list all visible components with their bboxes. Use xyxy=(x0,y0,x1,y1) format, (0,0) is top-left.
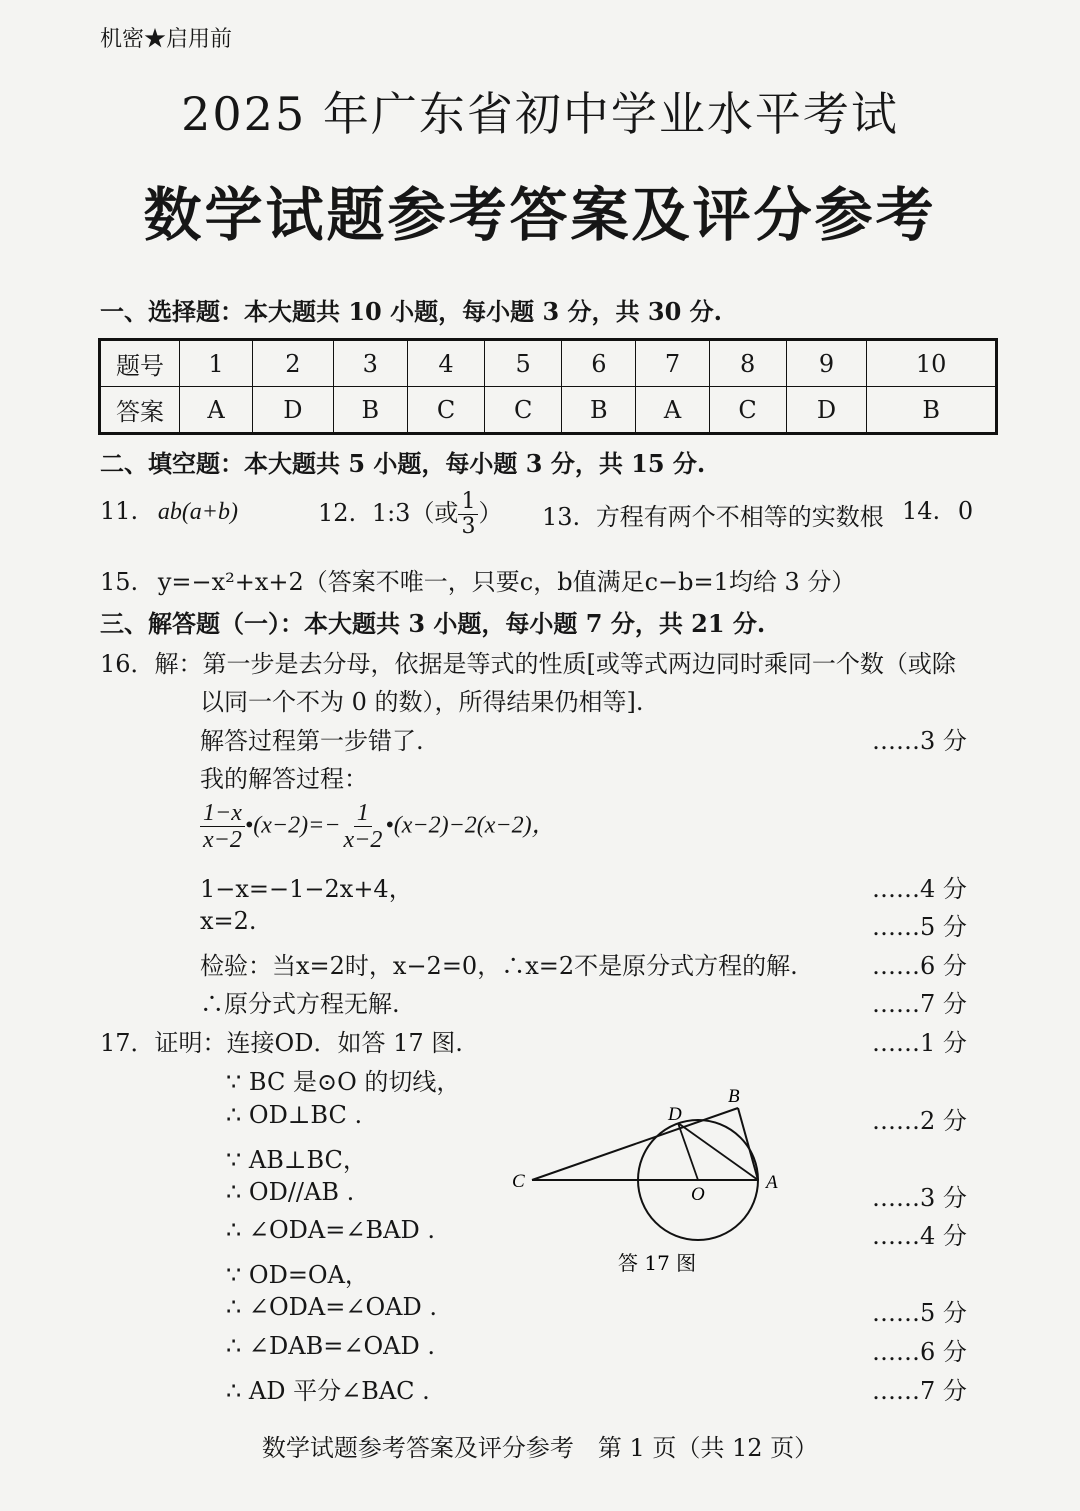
fraction-denominator: 3 xyxy=(461,514,476,540)
answer-cell: B xyxy=(333,387,407,434)
q12-number: 12. xyxy=(318,499,357,528)
question-number: 1 xyxy=(180,340,253,387)
answer-table xyxy=(98,338,998,435)
confidential-label: 机密★启用前 xyxy=(100,27,233,52)
score-point: ……4 分 xyxy=(872,1222,967,1250)
score-point: ……4 分 xyxy=(872,875,967,903)
answer-cell: C xyxy=(485,387,562,434)
q14-answer: 0 xyxy=(957,497,974,525)
q12-answer: 1:3（或 xyxy=(371,499,459,528)
score-point: ……1 分 xyxy=(872,1029,967,1057)
q14 xyxy=(902,497,973,525)
label-d: D xyxy=(668,1104,682,1125)
question-number: 2 xyxy=(253,340,334,387)
q16-line6: 1−x=−1−2x+4， xyxy=(200,875,413,903)
section1-heading: 一、选择题：本大题共 10 小题，每小题 3 分，共 30 分. xyxy=(100,297,722,326)
score-point: ……7 分 xyxy=(872,990,967,1018)
question-number: 6 xyxy=(562,340,636,387)
label-a: A xyxy=(766,1172,778,1193)
equation-middle: •(x−2)=− xyxy=(244,812,341,839)
q17-step: ∴ ∠DAB=∠OAD . xyxy=(226,1332,435,1360)
q17-step: ∵ AB⊥BC， xyxy=(226,1146,367,1174)
figure-17 xyxy=(500,1080,800,1280)
segment-ab xyxy=(738,1108,758,1180)
question-number: 9 xyxy=(786,340,867,387)
question-number: 10 xyxy=(867,340,997,387)
question-number: 4 xyxy=(407,340,484,387)
score-point: ……7 分 xyxy=(872,1377,967,1405)
equation-fraction-2 xyxy=(340,800,385,854)
answer-cell: C xyxy=(709,387,786,434)
fraction-denominator: x−2 xyxy=(343,827,383,854)
q16-line2: 以同一个不为 0 的数），所得结果仍相等]. xyxy=(200,688,644,716)
q16-line8: 检验：当x=2时，x−2=0，∴x=2不是原分式方程的解. xyxy=(200,952,798,980)
question-number: 8 xyxy=(709,340,786,387)
q17-line1: 17．证明：连接OD．如答 17 图. xyxy=(100,1029,463,1057)
score-point: ……5 分 xyxy=(872,913,967,941)
q15-answer: y=−x²+x+2（答案不唯一，只要c，b值满足c−b=1均给 3 分） xyxy=(157,568,856,596)
q16-line7: x=2. xyxy=(200,907,257,935)
q11-number: 11. xyxy=(100,497,139,525)
q16-line1: 16．解：第一步是去分母，依据是等式的性质[或等式两边同时乘同一个数（或除 xyxy=(100,650,956,678)
label-b: B xyxy=(728,1086,740,1107)
q16-line3: 解答过程第一步错了. xyxy=(200,727,424,755)
answer-cell: A xyxy=(180,387,253,434)
q15-number: 15. xyxy=(100,568,139,596)
q17-step: ∵ OD=OA， xyxy=(226,1261,369,1289)
q13 xyxy=(542,497,884,532)
score-point: ……3 分 xyxy=(872,1184,967,1212)
q12-close: ） xyxy=(478,499,503,528)
q13-number: 13. xyxy=(542,503,581,531)
q17-step: ∴ ∠ODA=∠OAD . xyxy=(226,1293,437,1321)
q15 xyxy=(100,562,855,597)
table-row-numbers xyxy=(100,340,997,387)
q17-step: ∴ ∠ODA=∠BAD . xyxy=(226,1216,435,1244)
q11 xyxy=(100,497,238,526)
segment-ad xyxy=(678,1123,758,1180)
q16-line9: ∴原分式方程无解. xyxy=(200,990,400,1018)
q17-step: ∵ BC 是⊙O 的切线， xyxy=(226,1068,461,1096)
q14-number: 14. xyxy=(902,497,941,525)
score-point: ……5 分 xyxy=(872,1299,967,1327)
exam-title: 2025 年广东省初中学业水平考试 xyxy=(181,87,899,141)
answer-cell: D xyxy=(253,387,334,434)
fraction-numerator: 1 xyxy=(354,800,372,827)
segment-od xyxy=(678,1123,698,1180)
page-footer: 数学试题参考答案及评分参考 第 1 页（共 12 页） xyxy=(261,1434,819,1462)
section2-heading: 二、填空题：本大题共 5 小题，每小题 3 分，共 15 分. xyxy=(100,449,706,478)
row-label-number: 题号 xyxy=(100,340,180,387)
question-number: 3 xyxy=(333,340,407,387)
q11-answer: ab(a+b) xyxy=(157,499,238,525)
score-point: ……6 分 xyxy=(872,1338,967,1366)
q16-equation xyxy=(200,800,556,854)
answer-cell: D xyxy=(786,387,867,434)
q16-line4: 我的解答过程： xyxy=(200,765,368,793)
q12-fraction xyxy=(458,490,478,539)
answer-cell: A xyxy=(636,387,709,434)
fraction-denominator: x−2 xyxy=(203,827,242,854)
answer-cell: B xyxy=(867,387,997,434)
section3-heading: 三、解答题（一）：本大题共 3 小题，每小题 7 分，共 21 分. xyxy=(100,609,766,638)
equation-end: •(x−2)−2(x−2)， xyxy=(385,812,556,839)
table-row-answers xyxy=(100,387,997,434)
fraction-numerator: 1−x xyxy=(200,800,245,827)
q13-answer: 方程有两个不相等的实数根 xyxy=(595,503,884,531)
answer-cell: C xyxy=(407,387,484,434)
score-point: ……3 分 xyxy=(872,727,967,755)
q17-step: ∴ AD 平分∠BAC . xyxy=(226,1377,430,1405)
question-number: 7 xyxy=(636,340,709,387)
row-label-answer: 答案 xyxy=(100,387,180,434)
figure-caption: 答 17 图 xyxy=(618,1251,697,1275)
score-point: ……6 分 xyxy=(872,952,967,980)
answer-cell: B xyxy=(562,387,636,434)
label-c: C xyxy=(512,1171,525,1192)
page-title: 数学试题参考答案及评分参考 xyxy=(143,181,937,249)
label-o: O xyxy=(691,1184,705,1205)
equation-fraction-1 xyxy=(200,800,245,854)
question-number: 5 xyxy=(485,340,562,387)
q17-step: ∴ OD//AB . xyxy=(226,1178,355,1206)
q17-step: ∴ OD⊥BC . xyxy=(226,1101,363,1129)
score-point: ……2 分 xyxy=(872,1107,967,1135)
fraction-numerator: 1 xyxy=(458,490,478,515)
q12 xyxy=(318,490,502,539)
